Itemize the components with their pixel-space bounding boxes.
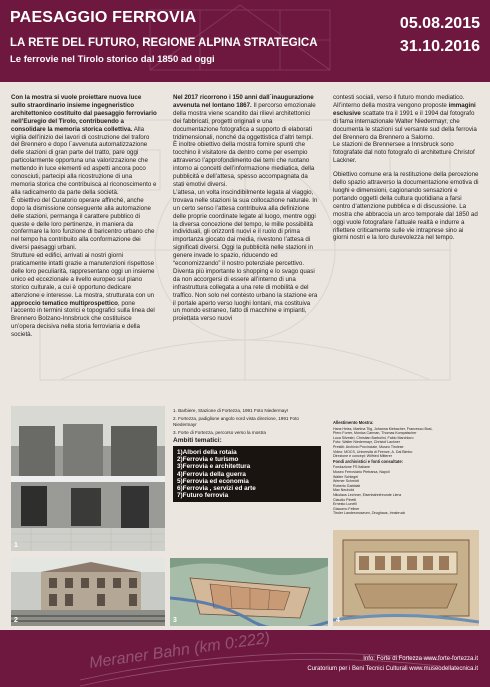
paragraph bbox=[11, 94, 157, 197]
paragraph: contesti sociali, verso il futuro mondo mediatico. bbox=[333, 94, 465, 101]
paragraph-text: All’interno della mostra vengono proposte bbox=[333, 101, 449, 109]
poster-subtitle: LA RETE DEL FUTURO, REGIONE ALPINA STRATEGICA bbox=[10, 37, 318, 49]
theme-item: 5)Ferrovia ed economia bbox=[177, 477, 249, 485]
captions-block bbox=[173, 408, 323, 502]
curatorium-line: Curatorium per i Beni Tecnici Culturali www.museodellatecnica.it bbox=[307, 666, 478, 672]
text-column-2 bbox=[173, 94, 318, 323]
caption-2: 2. Fortezza, padiglione angolo nord vista direzione, 1991 Foto Niedermayr bbox=[173, 416, 299, 427]
photo-fortress-map bbox=[170, 558, 328, 626]
poster-subtitle-secondary: Le ferrovie nel Tirolo storico dal 1850 ad oggi bbox=[10, 54, 215, 65]
paragraph bbox=[173, 94, 318, 141]
anniversary-bold: Nel 2017 ricorrono i 150 anni dall´inaugurazione avvenuta nel lontano 1867. bbox=[173, 94, 314, 109]
sources-heading: Fondi archivistici e fonti consultate: bbox=[333, 458, 404, 464]
caption-3: 3. Forte di Fortezza, percorso verso la mostra bbox=[173, 430, 266, 435]
theme-item: 6)Ferrovia , servizi ed arte bbox=[177, 485, 256, 493]
themes-title: Ambiti tematici: bbox=[173, 437, 222, 444]
theme-item: 2)Ferrovia e turismo bbox=[177, 456, 239, 464]
credits-heading: Allestimento Mostra: bbox=[333, 420, 374, 425]
themes-list bbox=[173, 446, 321, 502]
header-band bbox=[0, 0, 490, 82]
footer-drawing-label: Meraner Bahn (km 0:222) bbox=[88, 630, 272, 672]
paragraph bbox=[11, 252, 157, 339]
photo-fortress-plan bbox=[333, 530, 479, 626]
source-line: Fondazione FS Italiane bbox=[333, 465, 370, 470]
source-line: Nikolaus Lechner, Eisenbahnfreunde Lienz bbox=[333, 492, 402, 497]
fortress-map-image bbox=[170, 558, 328, 626]
paragraph-text: Il percorso emozionale della mostra viene scandito dai rilievi architettonici dei fabbricati, progetti originali e una documentazione fotografica a supporto di elaborati tridimensionali, nonché da oggettistica d’altri tempi. bbox=[173, 101, 316, 141]
source-line: Giacomo Fellner bbox=[333, 506, 360, 511]
footer-band bbox=[0, 630, 490, 687]
paragraph-text: , pone l’accento in termini storici e topografici sulla linea del Brennero Bolzano-Innsbruck che costituisce un’opera decisiva nella storia ferroviaria e della società. bbox=[11, 299, 155, 339]
theme-item: 3)Ferrovia e architettura bbox=[177, 463, 251, 471]
credit-line: Foto: Walter Niedermayr, Christof Lackner bbox=[333, 440, 400, 445]
paragraph: Le stazioni de Brennersee a Innsbruck sono fotografate dal noto fotografo di architetture Christof Lackner. bbox=[333, 141, 475, 165]
source-line: Walter Schlegel bbox=[333, 474, 359, 479]
photo-number: 2 bbox=[14, 617, 18, 624]
photo-number: 4 bbox=[336, 617, 340, 624]
theme-item: 1)Albori della rotaia bbox=[177, 449, 237, 456]
credit-line: Prestiti: Archivio Provinciale, Museo Tirolese bbox=[333, 444, 404, 449]
photo-number: 3 bbox=[173, 617, 177, 624]
station-building-image bbox=[11, 558, 165, 626]
photo-number: 1 bbox=[14, 542, 18, 549]
source-line: Roberto Gabbiati bbox=[333, 483, 361, 488]
info-line: Info: Forte di Fortezza www.forte-fortezza.it bbox=[363, 656, 478, 662]
source-line: Max Neuhold bbox=[333, 488, 355, 493]
theme-item: 7)Futuro ferrovia bbox=[177, 492, 229, 500]
credits-block bbox=[333, 420, 479, 516]
paragraph: Obiettivo comune era la restituzione della percezione dello spazio attraverso la documentazione emotiva di luoghi e dimensioni, cagionando sensazioni e portando oggetti della cultura quotidiana a farsi centro d’attenzione pubblica e di discussione. La mostra che abbraccia un arco temporale dal 1850 ad oggi vuole fotografare l’attuale realtà e indurre a riflettere criticamente sulle vie intraprese sino ai giorni nostri e la loro durevolezza nel tempo. bbox=[333, 171, 479, 242]
date-end: 31.10.2016 bbox=[399, 38, 480, 55]
paragraph: È obiettivo del Curatorio operare affinché, anche dopo la dismissione conseguente alla automazione delle stazioni, permanga il carattere pubblico di queste e delle loro pertinenze, in maniera da confermare la loro funzione di baricentro urbano che nel tempo ha contribuito alla conformazione dei diversi paesaggi urbani. bbox=[11, 196, 155, 252]
credit-line: Direzione e concept: Wilfried Mitterer bbox=[333, 454, 392, 459]
emphasis: approccio tematico multiprospettico bbox=[11, 299, 118, 307]
theme-item: 4)Ferrovia della guerra bbox=[177, 470, 246, 478]
paragraph-text: scattate tra il 1991 e il 1994 dal fotografo di fama internazionale Walter Niedermayr, che documenta le stazioni sul versante sud della ferrovia del Brennero da Brennero a Salorno. bbox=[333, 109, 477, 141]
emphasis: immagini esclusive bbox=[333, 101, 476, 117]
credit-line: Piero Forrer, Monica Carman, Thomas Kompatscher bbox=[333, 431, 417, 436]
photo-barber-shop bbox=[11, 406, 165, 551]
source-line: Ernesto Lunelli bbox=[333, 502, 357, 507]
intro-bold: Con la mostra si vuole proiettare nuova luce sullo straordinario insieme ingegneristico architettonico costituito dal paesaggio ferroviario nell’Euregio del Tirolo, contribuendo a consolidare la memoria storica collettiva. bbox=[11, 94, 157, 133]
source-line: Werner Schmidt bbox=[333, 479, 359, 484]
date-start: 05.08.2015 bbox=[399, 15, 480, 32]
source-line: Museo Ferroviario Pietrarsa, Napoli bbox=[333, 469, 390, 474]
credit-line: Video: MOCS, Università di Firenze, A. Dal Bimbo bbox=[333, 449, 413, 454]
paragraph: L’attesa, un volta inscindibilmente legata al viaggio, trovava nelle stazioni la sua collocazione naturale. In un certo senso l’attesa contribuiva alla definizione delle proprie coordinate legate al luogo, mentre oggi la diversa concezione del tempo, le mille possibilità individuali, gli orizzonti nuovi e il ruolo di prima importanza giocato dai media, rivestono l’attesa di significati diversi. Oggi la pubblicità nelle stazioni in genere invade lo spazio, riducendo ed “economizzando” il nostro potenziale percettivo. Diventa più importante lo shopping e lo svago quasi da non accorgersi di essere all’interno di una infrastruttura collegata a una rete di mobilità e del traffico. Non solo nel contesto urbano la stazione era il portale aperto verso luoghi lontani, ma costituiva un mondo estraneo, fatto di macchine e impianti, proiettata verso nuovi bbox=[173, 188, 318, 323]
credit-line: Luca Silvestri, Christian Barbolini, Fabio Marchioro bbox=[333, 435, 414, 440]
barber-shop-image bbox=[11, 406, 165, 551]
caption-1: 1. Barbiere, Stazione di Fortezza, 1991 Foto Niedermayr bbox=[173, 408, 289, 413]
photo-station-building bbox=[11, 558, 165, 626]
text-column-3 bbox=[333, 94, 479, 242]
fortress-plan-image bbox=[333, 530, 479, 626]
source-line: Claudio Pinetti bbox=[333, 497, 357, 502]
poster-title: PAESAGGIO FERROVIA bbox=[10, 9, 197, 26]
paragraph-text: Alla vigilia dell’inizio dei lavori di costruzione del traforo del Brennero e dopo l´avvenuta automatizzazione delle stazioni di gran parte del tratto, pare oggi particolarmente opportuna una valorizzazione che mettendo in luce elementi ed aspetti ancora poco conosciuti, partecipi alla ricostruzione di una memoria storica che contribuisca al riconoscimento e alla radicamento da parte della società. bbox=[11, 125, 157, 196]
source-line: Tiroler Landesmuseum, Zeughaus, Innsbruck bbox=[333, 511, 406, 516]
paragraph: È inoltre obiettivo della mostra fornire spunti che tocchino il visitatore da dentro come per esempio attraverso l’approfondimento dei temi che ruotano intorno ai concetti dell’informazione mediatica, della pubblicità e dell’attesa, spesso accompagnata da stati emotivi diversi. bbox=[173, 141, 315, 188]
paragraph bbox=[333, 102, 479, 142]
credit-line: Hans Heiss, Martina Tilg, Johanna Kiebacher, Francesco Bosi, bbox=[333, 426, 433, 431]
paragraph-text: Strutture ed edifici, arrivati ai nostri giorni praticamente intatti grazie a manutenzioni rispettose delle loro peculiarità, rappresentano oggi un insieme unico ed eccezionale a livello europeo sul piano storico culturale, a cui è opportuno dedicare attenzione e interesse. La mostra, strutturata con un bbox=[11, 252, 155, 299]
text-column-1 bbox=[11, 94, 157, 339]
